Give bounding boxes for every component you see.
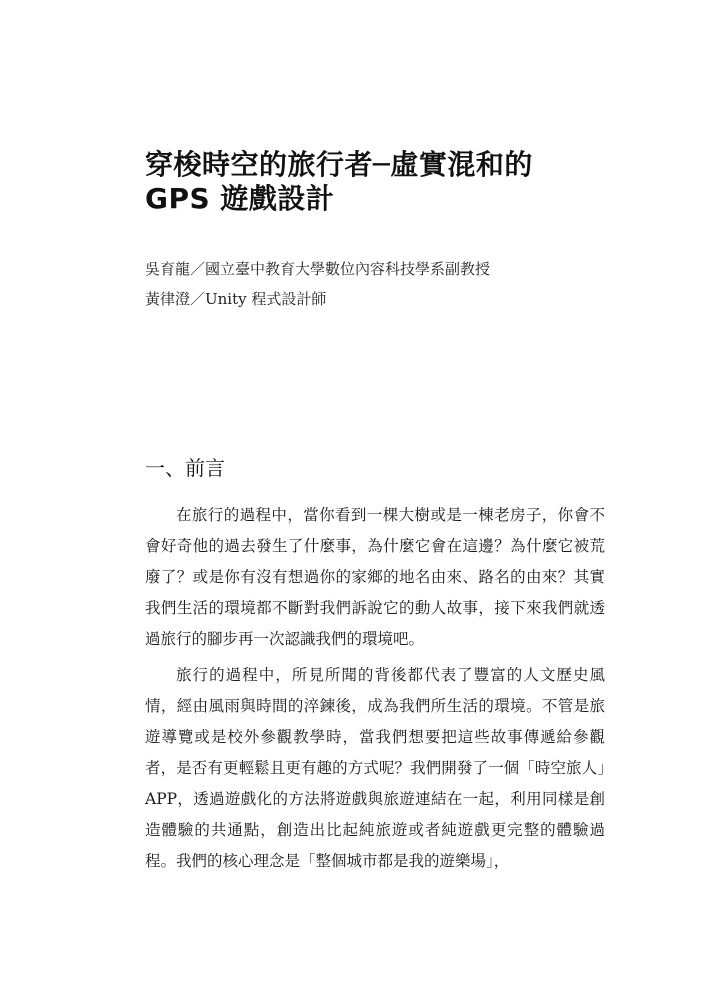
article-title-line-2: GPS 遊戲設計 (145, 182, 335, 215)
author-list (145, 254, 625, 314)
author-line: 吳育龍／國立臺中教育大學數位內容科技學系副教授 (145, 260, 491, 278)
author-line: 黃律澄／Unity 程式設計師 (145, 290, 327, 308)
article-title (145, 148, 615, 216)
body-paragraph: 在旅行的過程中，當你看到一棵大樹或是一棟老房子，你會不會好奇他的過去發生了什麼事，為什麼它會在這邊？為什麼它被荒廢了？或是你有沒有想過你的家鄉的地名由來、路名的由來？其實我們生活的環境都不斷對我們訴說它的動人故事，接下來我們就透過旅行的腳步再一次認識我們的環境吧。 (145, 506, 605, 648)
body-paragraph: 旅行的過程中，所見所聞的背後都代表了豐富的人文歷史風情，經由風雨與時間的淬鍊後，成為我們所生活的環境。不管是旅遊導覽或是校外參觀教學時，當我們想要把這些故事傳遞給參觀者，是否有更輕鬆且更有趣的方式呢？我們開發了一個「時空旅人」APP，透過遊戲化的方法將遊戲與旅遊連結在一起，利用同樣是創造體驗的共通點，創造出比起純旅遊或者純遊戲更完整的體驗過程。我們的核心理念是「整個城市都是我的遊樂場」， (145, 666, 605, 870)
section-heading: 一、前言 (145, 456, 225, 480)
article-title-line-1: 穿梭時空的旅行者─虛實混和的 (145, 148, 533, 181)
